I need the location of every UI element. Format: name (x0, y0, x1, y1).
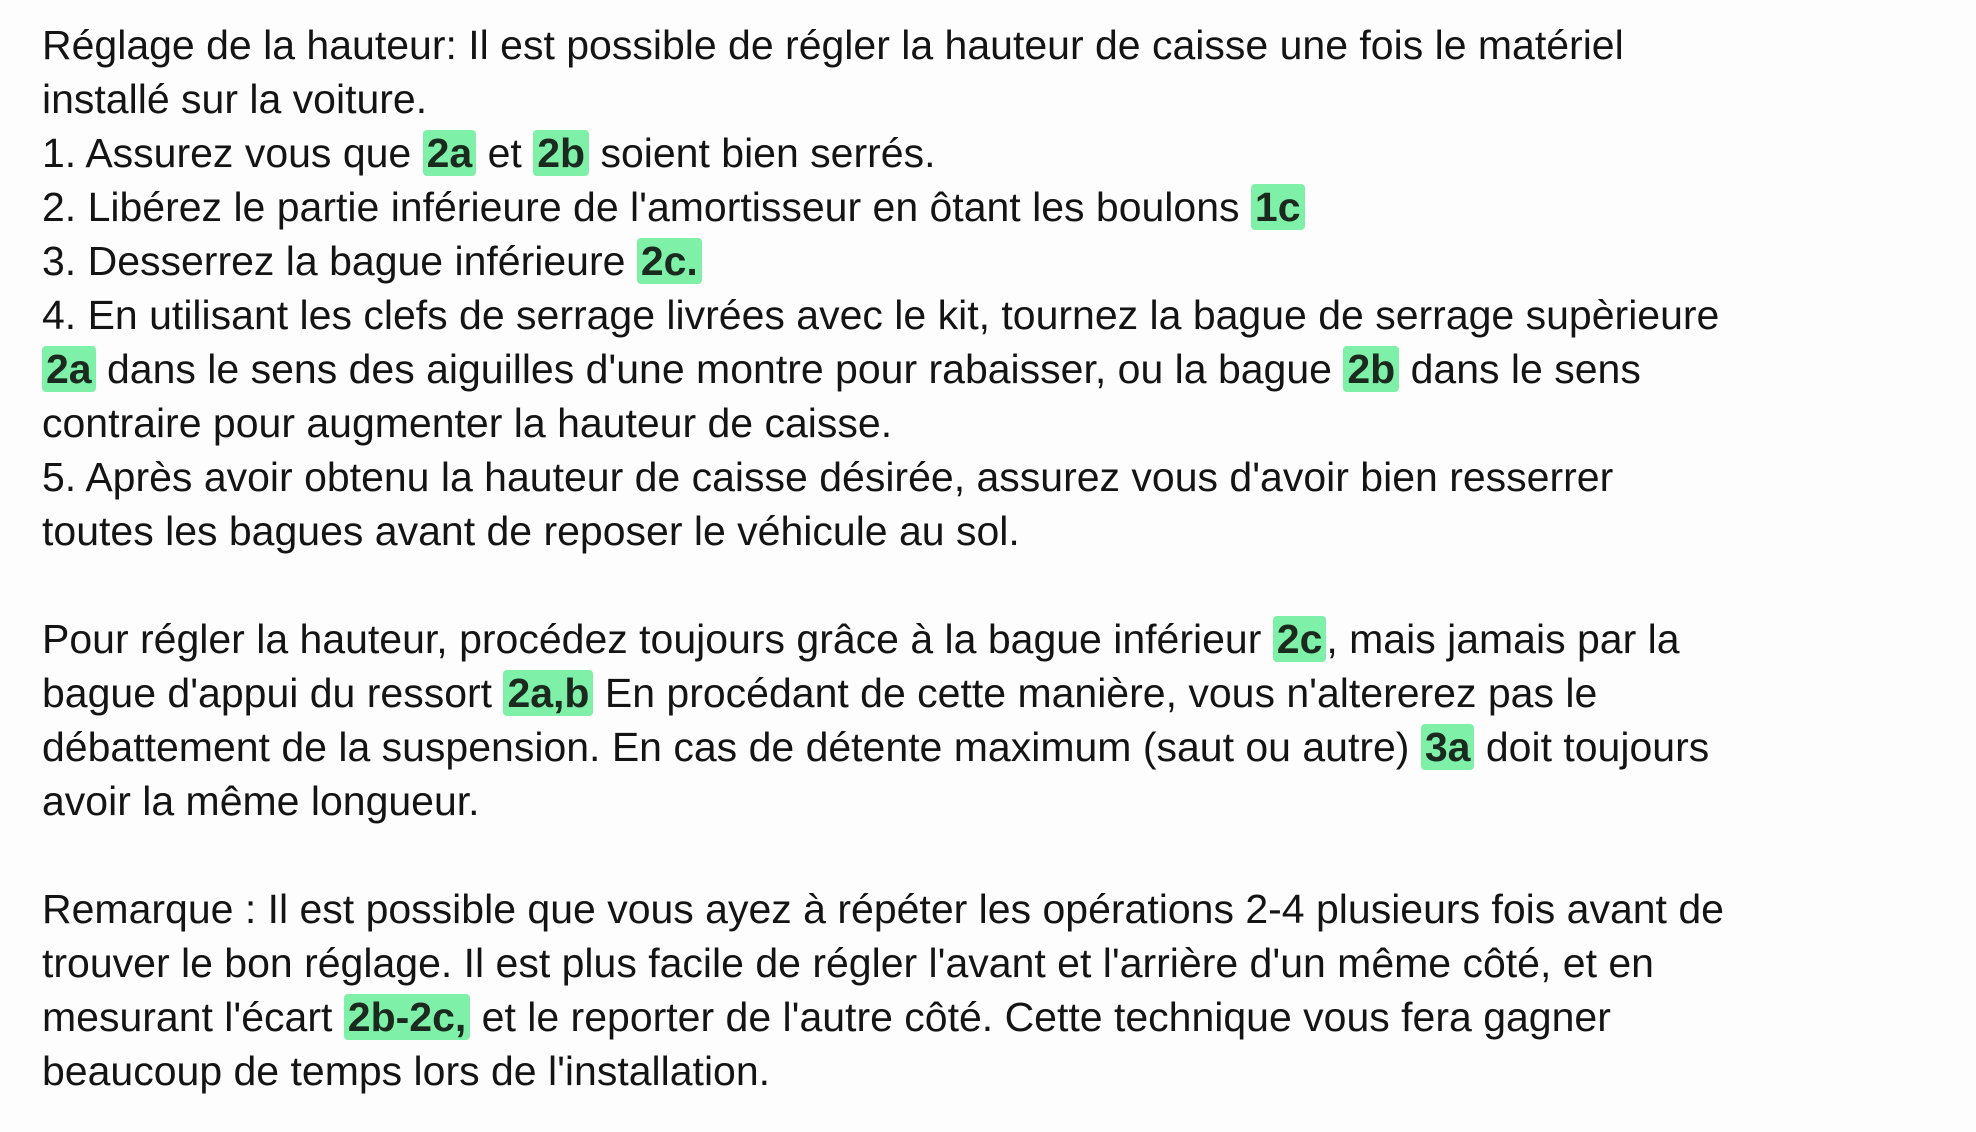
highlight-2c: 2c. (637, 238, 702, 284)
remark-line-2: trouver le bon réglage. Il est plus facile de régler l'avant et l'arrière d'un même côté, et en (42, 940, 1654, 986)
step-1-text-c: soient bien serrés. (589, 130, 936, 176)
step-1 (42, 126, 1942, 180)
step-5-line-1: 5. Après avoir obtenu la hauteur de caisse désirée, assurez vous d'avoir bien resserrer (42, 454, 1614, 500)
adjustment-procedure-section (42, 612, 1942, 828)
remark-line-4: beaucoup de temps lors de l'installation. (42, 1048, 771, 1094)
height-adjustment-section (42, 18, 1942, 558)
procedure-line-3-b: doit toujours (1474, 724, 1710, 770)
step-3 (42, 234, 1942, 288)
intro-line-1: Réglage de la hauteur: Il est possible de régler la hauteur de caisse une fois le matériel (42, 22, 1624, 68)
procedure-line-1-b: , mais jamais par la (1326, 616, 1680, 662)
highlight-3a: 3a (1421, 724, 1475, 770)
remark-line-3 (42, 990, 1942, 1044)
paragraph-gap (42, 828, 1942, 882)
highlight-1c: 1c (1251, 184, 1305, 230)
procedure-line-4: avoir la même longueur. (42, 778, 480, 824)
highlight-2a: 2a (423, 130, 477, 176)
procedure-line-2 (42, 666, 1942, 720)
highlight-2b-2c: 2b-2c, (344, 994, 471, 1040)
step-1-text-b: et (476, 130, 534, 176)
step-4-line-2 (42, 342, 1942, 396)
step-5-line-2: toutes les bagues avant de reposer le véhicule au sol. (42, 508, 1020, 554)
procedure-line-3-a: débattement de la suspension. En cas de détente maximum (saut ou autre) (42, 724, 1421, 770)
document-body (42, 18, 1942, 1098)
remark-section (42, 882, 1942, 1098)
highlight-2a-b: 2a,b (503, 670, 593, 716)
highlight-2c: 2c (1273, 616, 1327, 662)
step-4-text-c: dans le sens (1399, 346, 1641, 392)
remark-line-3-b: et le reporter de l'autre côté. Cette technique vous fera gagner (470, 994, 1611, 1040)
step-3-text: 3. Desserrez la bague inférieure (42, 238, 637, 284)
remark-line-1: Remarque : Il est possible que vous ayez à répéter les opérations 2-4 plusieurs fois avant de (42, 886, 1724, 932)
step-2 (42, 180, 1942, 234)
remark-line-3-a: mesurant l'écart (42, 994, 344, 1040)
step-4-line-3: contraire pour augmenter la hauteur de caisse. (42, 400, 893, 446)
procedure-line-1 (42, 612, 1942, 666)
step-4-line-1: 4. En utilisant les clefs de serrage livrées avec le kit, tournez la bague de serrage supèrieure (42, 292, 1720, 338)
paragraph-gap (42, 558, 1942, 612)
highlight-2b: 2b (533, 130, 589, 176)
procedure-line-2-b: En procédant de cette manière, vous n'altererez pas le (593, 670, 1598, 716)
intro-line-2: installé sur la voiture. (42, 76, 428, 122)
step-1-text-a: 1. Assurez vous que (42, 130, 423, 176)
highlight-2a: 2a (42, 346, 96, 392)
procedure-line-1-a: Pour régler la hauteur, procédez toujours grâce à la bague inférieur (42, 616, 1273, 662)
procedure-line-2-a: bague d'appui du ressort (42, 670, 504, 716)
step-4-text-b: dans le sens des aiguilles d'une montre pour rabaisser, ou la bague (95, 346, 1344, 392)
step-2-text: 2. Libérez le partie inférieure de l'amortisseur en ôtant les boulons (42, 184, 1251, 230)
procedure-line-3 (42, 720, 1942, 774)
highlight-2b: 2b (1343, 346, 1399, 392)
